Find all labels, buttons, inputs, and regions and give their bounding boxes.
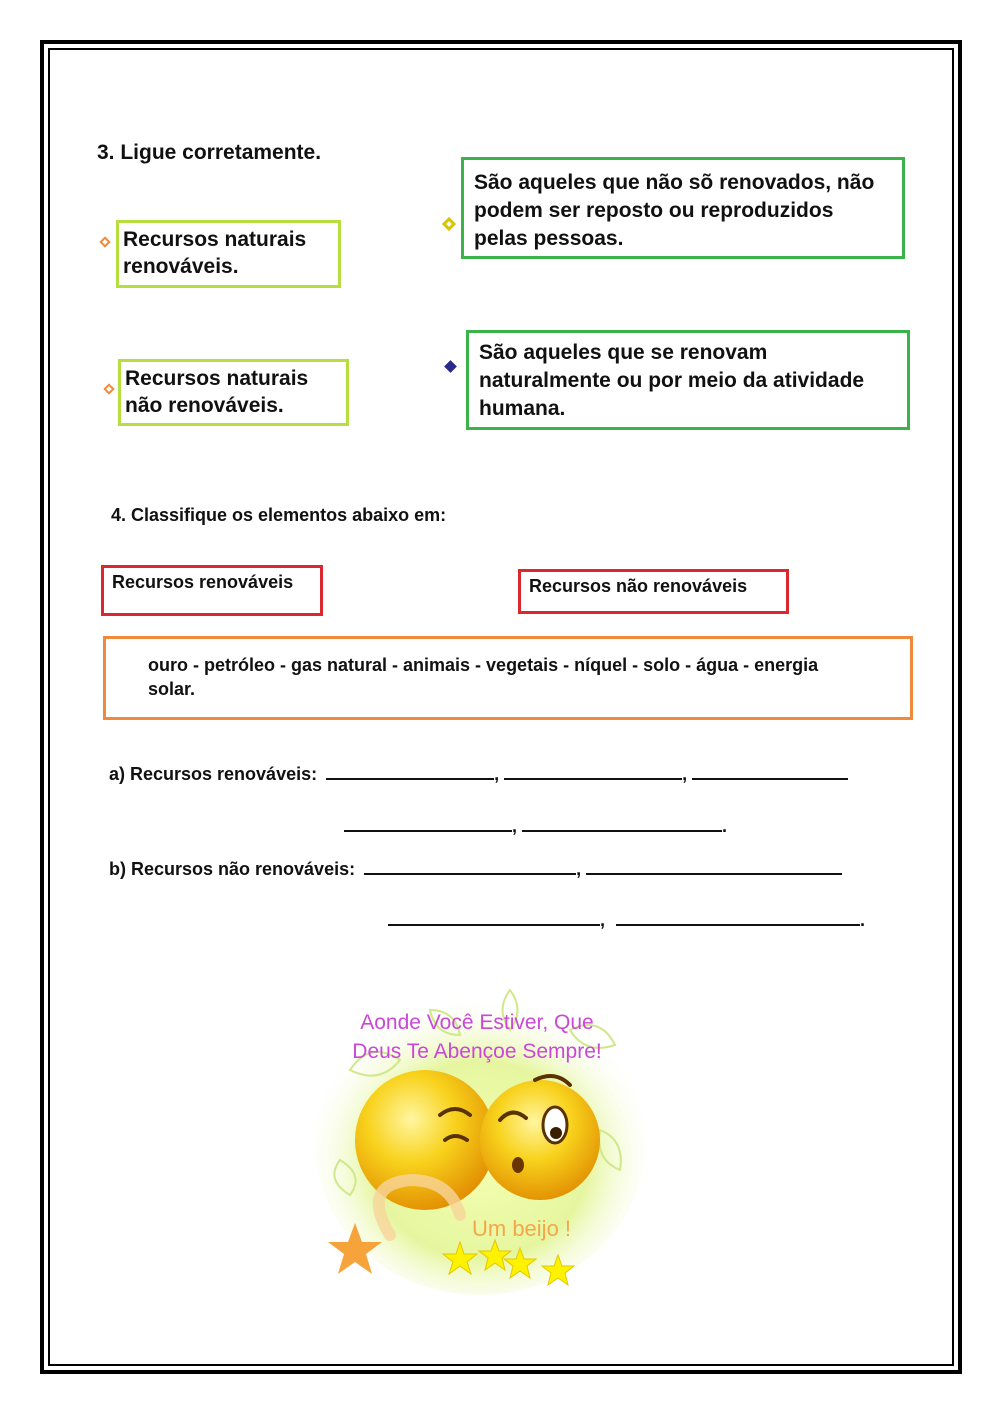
answer-b-label: b) Recursos não renováveis: xyxy=(109,859,356,879)
question-3-title: 3. Ligue corretamente. xyxy=(97,141,322,164)
definition-nonrenewable[interactable]: São aqueles que não sõ renovados, não podem ser reposto ou reproduzidos pelas pessoas. xyxy=(461,157,905,259)
definition-renewable[interactable]: São aqueles que se renovam naturalmente ou por meio da atividade humana. xyxy=(466,330,910,430)
greeting-line-1: Aonde Você Estiver, Que xyxy=(360,1011,594,1034)
right-smiley-face xyxy=(480,1080,600,1200)
answer-b-blank-2[interactable] xyxy=(586,861,842,875)
answer-b-row-1: b) Recursos não renováveis: , xyxy=(109,859,842,880)
category-nonrenewable: Recursos não renováveis xyxy=(518,569,789,614)
answer-a-blank-1[interactable] xyxy=(326,766,494,780)
answer-a-label: a) Recursos renováveis: xyxy=(109,764,318,784)
category-renewable: Recursos renováveis xyxy=(101,565,323,616)
answer-a-blank-3[interactable] xyxy=(692,766,848,780)
term-renewable[interactable]: Recursos naturais renováveis. xyxy=(116,220,341,288)
answer-a-blank-2[interactable] xyxy=(504,766,682,780)
kiss-caption: Um beijo ! xyxy=(472,1216,572,1241)
term-nonrenewable[interactable]: Recursos naturais não renováveis. xyxy=(118,359,349,426)
answer-b-blank-4[interactable] xyxy=(616,912,860,926)
answer-a-blank-4[interactable] xyxy=(344,818,512,832)
answer-a-row-2: , . xyxy=(344,816,727,837)
answer-b-row-2: , . xyxy=(388,910,865,931)
answer-a-blank-5[interactable] xyxy=(522,818,722,832)
question-4-title: 4. Classifique os elementos abaixo em: xyxy=(111,505,447,525)
word-bank: ouro - petróleo - gas natural - animais - vegetais - níquel - solo - água - energia solar. xyxy=(103,636,913,720)
answer-a-row-1: a) Recursos renováveis: , , xyxy=(109,764,848,785)
answer-b-blank-3[interactable] xyxy=(388,912,600,926)
left-smiley-face xyxy=(355,1070,495,1210)
answer-b-blank-1[interactable] xyxy=(364,861,576,875)
greeting-line-2: Deus Te Abençoe Sempre! xyxy=(352,1040,602,1063)
